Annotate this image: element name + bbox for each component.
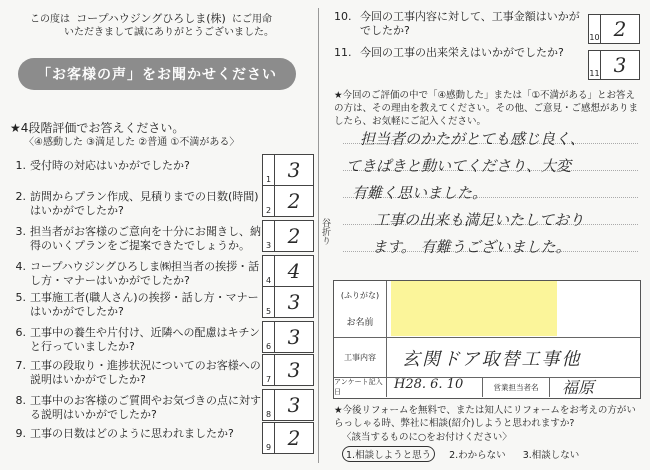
question-text: 工事の段取り・進捗状況についてのお客様への説明はいかがでしたか? <box>30 359 261 386</box>
answer-box[interactable] <box>262 389 314 421</box>
question-item <box>6 159 264 173</box>
question-text: 工事中の養生や片付け、近隣への配慮はキチンと行っていましたか? <box>30 326 261 353</box>
answer-box-number: 9 <box>263 423 275 453</box>
answer-box[interactable] <box>262 154 314 186</box>
answer-value: 3 <box>287 290 301 314</box>
answer-box[interactable] <box>262 286 314 318</box>
comment-prompt: ★今回のご評価の中で「④感動した」または「①不満がある」とお答えの方は、その理由を教えてください。その他、ご意見・ご感想がありましたら、お気軽にご記入ください。 <box>334 90 639 127</box>
question-item <box>334 10 584 38</box>
question-number: 3. <box>15 225 26 238</box>
question-number: 7. <box>15 359 26 372</box>
answer-value: 3 <box>287 393 301 417</box>
referral-option-2[interactable]: 2.わからない <box>449 450 506 461</box>
name-redaction <box>391 281 557 336</box>
work-label: 工事内容 <box>344 352 376 362</box>
answer-value: 2 <box>287 224 301 248</box>
work-value: 玄関ドア取替工事他 <box>402 349 582 370</box>
answer-box-number: 3 <box>263 221 275 251</box>
greeting-prefix: この度は <box>30 14 70 25</box>
comment-line: 担当者のかたがとても感じ良く、 <box>360 130 585 148</box>
question-text: 工事の日数はどのように思われましたか? <box>30 427 234 440</box>
answer-value: 3 <box>287 158 301 182</box>
referral-option-1[interactable]: 1.相談しようと思う <box>342 446 435 462</box>
referral-instruction: 〈該当するものに○をお付けください〉 <box>342 432 512 443</box>
greeting-line2: いただきまして誠にありがとうございました。 <box>64 27 274 38</box>
referral-options <box>342 446 642 462</box>
answer-box[interactable] <box>262 354 314 386</box>
question-number: 11. <box>334 46 352 59</box>
question-number: 9. <box>15 427 26 440</box>
referral-prompt: ★今後リフォームを無料で、または知人にリフォームをお考えの方がいらっしゃる時、弊社に相談(紹介)しようと思われますか? <box>334 405 636 429</box>
fold-mark: 谷折り <box>320 218 330 245</box>
date-label: アンケート記入日 <box>334 378 383 396</box>
answer-value: 2 <box>287 189 301 213</box>
question-item <box>6 225 264 253</box>
answer-box[interactable] <box>588 50 640 80</box>
question-item <box>6 291 264 319</box>
referral-option-3[interactable]: 3.相談しない <box>522 450 580 461</box>
question-text: コープハウジングひろしま㈱担当者の挨拶・話し方・マナーはいかがでしたか? <box>30 260 260 287</box>
answer-box[interactable] <box>588 14 640 44</box>
question-item <box>6 260 264 288</box>
furigana-label: (ふりがな) <box>340 291 380 300</box>
question-number: 4. <box>15 260 26 273</box>
question-number: 1. <box>15 159 26 172</box>
question-text: 訪問からプラン作成、見積りまでの日数(時間)はいかがでしたか? <box>30 190 259 217</box>
answer-box[interactable] <box>262 220 314 252</box>
greeting-suffix: にご用命 <box>232 14 273 25</box>
comment-line: てきぱきと動いてくださり、大変 <box>346 157 572 175</box>
answer-value: 4 <box>287 259 301 283</box>
question-number: 5. <box>15 291 26 304</box>
answer-box-number: 7 <box>263 355 275 385</box>
staff-value: 福原 <box>562 378 595 397</box>
rating-scale: 〈④感動した ③満足した ②普通 ①不満がある〉 <box>24 137 240 148</box>
date-value: H28. 6. 10 <box>394 377 464 392</box>
question-number: 8. <box>15 394 26 407</box>
name-row <box>334 281 640 338</box>
name-label: お名前 <box>346 318 374 328</box>
question-text: 今回の工事内容に対して、工事金額はいかがでしたか? <box>360 10 580 37</box>
answer-box-number: 5 <box>263 287 275 317</box>
answer-box-number: 10 <box>589 15 601 43</box>
rating-intro-title: ★4段階評価でお答えください。 <box>10 121 185 135</box>
answer-box[interactable] <box>262 321 314 353</box>
answer-value: 2 <box>287 426 301 450</box>
question-item <box>6 326 264 354</box>
name-label-cell <box>334 281 387 337</box>
customer-form <box>333 280 641 399</box>
question-item <box>334 46 584 60</box>
work-label-cell <box>334 337 387 377</box>
question-text: 担当者がお客様のご意向を十分にお聞きし、納得のいくプランをご提案できたでしょうか。 <box>30 225 261 252</box>
answer-value: 3 <box>287 325 301 349</box>
question-item <box>6 427 264 441</box>
question-text: 工事施工者(職人さん)の挨拶・話し方・マナーはいかがでしたか? <box>30 291 259 318</box>
question-item <box>6 394 264 422</box>
date-row <box>334 377 640 397</box>
answer-value: 2 <box>613 17 627 41</box>
question-item <box>6 359 264 387</box>
answer-box-number: 4 <box>263 256 275 286</box>
question-number: 10. <box>334 10 352 23</box>
question-text: 受付時の対応はいかがでしたか? <box>30 159 190 172</box>
answer-value: 3 <box>287 358 301 382</box>
question-text: 今回の工事の出来栄えはいかがでしたか? <box>360 46 564 59</box>
section-banner: 「お客様の声」をお聞かせください <box>18 58 296 90</box>
date-label-cell <box>334 377 387 397</box>
question-text: 工事中のお客様のご質問やお気づきの点に対する説明はいかがでしたか? <box>30 394 261 421</box>
question-number: 6. <box>15 326 26 339</box>
answer-box-number: 1 <box>263 155 275 185</box>
answer-box[interactable] <box>262 422 314 454</box>
column-divider <box>318 8 319 463</box>
work-row <box>334 337 640 378</box>
comment-line: 有難く思いました。 <box>352 184 488 202</box>
comment-line: 工事の出来も満足いたしており <box>374 211 585 229</box>
answer-box-number: 2 <box>263 186 275 216</box>
answer-box-number: 6 <box>263 322 275 352</box>
greeting <box>30 12 320 39</box>
company-name: コープハウジングひろしま(株) <box>76 12 226 25</box>
question-item <box>6 190 264 218</box>
question-number: 2. <box>15 190 26 203</box>
comment-line: ます。 有難うございました。 <box>372 238 571 256</box>
answer-box[interactable] <box>262 185 314 217</box>
answer-value: 3 <box>613 53 627 77</box>
staff-label: 営業担当者名 <box>482 377 550 397</box>
answer-box[interactable] <box>262 255 314 287</box>
answer-box-number: 8 <box>263 390 275 420</box>
answer-box-number: 11 <box>589 51 601 79</box>
